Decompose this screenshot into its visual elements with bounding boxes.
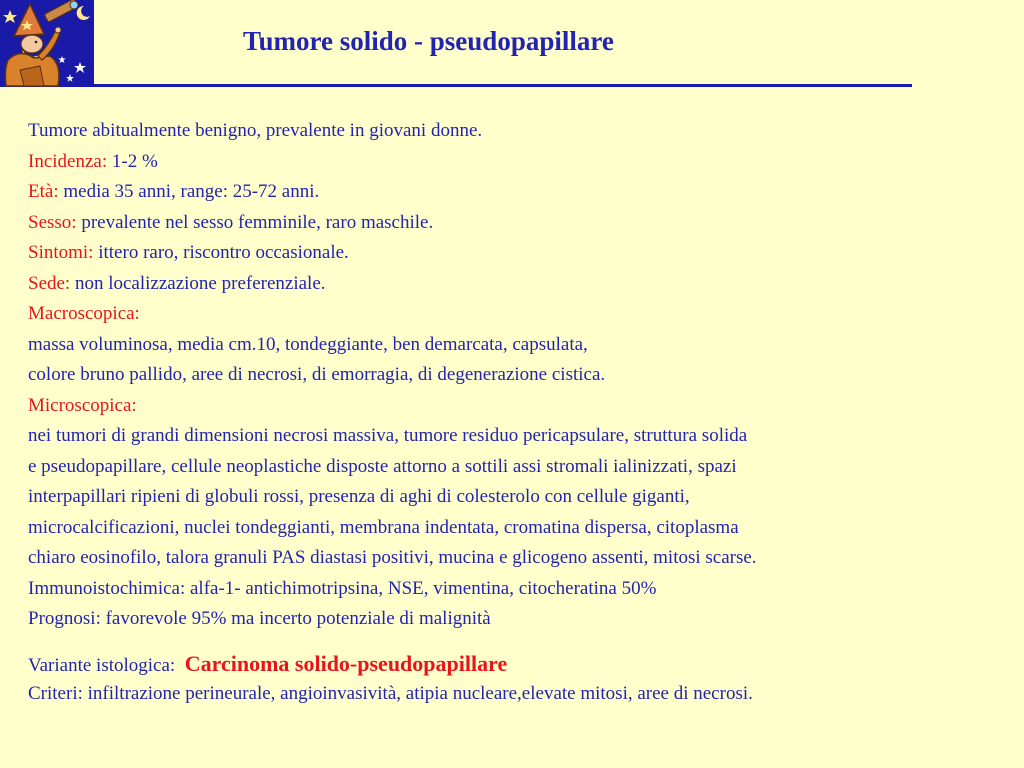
microscopica-label: Microscopica: [28, 394, 137, 416]
eta-label: Età: [28, 181, 59, 202]
incidenza-label: Incidenza: [28, 150, 108, 172]
eta-value: media 35 anni, range: 25-72 anni. [58, 181, 320, 202]
intro-line: Tumore abitualmente benigno, prevalente in giovani donne. [28, 120, 483, 141]
microscopica-text: e pseudopapillare, cellule neoplastiche disposte attorno a sottili assi stromali ialinizzati, spazi [28, 455, 737, 477]
incidenza-line [28, 147, 1018, 178]
sintomi-value: ittero raro, riscontro occasionale. [93, 242, 349, 263]
eta-line [28, 177, 1018, 208]
sede-label: Sede: [28, 272, 71, 294]
title-underline [94, 84, 912, 87]
sesso-line [28, 208, 1018, 239]
criteri-line: Criteri: infiltrazione perineurale, angioinvasività, atipia nucleare,elevate mitosi, aree di necrosi. [28, 683, 753, 704]
prognosi-line: Prognosi: favorevole 95% ma incerto potenziale di malignità [28, 608, 491, 629]
spacer [28, 635, 1018, 649]
wizard-stargazer-icon [0, 0, 94, 87]
variante-value: Carcinoma solido-pseudopapillare [184, 650, 508, 676]
sintomi-label: Sintomi: [28, 242, 94, 263]
microscopica-text: nei tumori di grandi dimensioni necrosi massiva, tumore residuo pericapsulare, struttura solida [28, 425, 748, 446]
sesso-label: Sesso: [28, 211, 77, 233]
sede-value: non localizzazione preferenziale. [70, 272, 326, 294]
slide-content [28, 116, 1018, 710]
microscopica-text: chiaro eosinofilo, talora granuli PAS diastasi positivi, mucina e glicogeno assenti, mitosi scarse. [28, 547, 757, 568]
microscopica-text: microcalcificazioni, nuclei tondeggianti, membrana indentata, cromatina dispersa, citoplasma [28, 516, 739, 538]
sede-line [28, 269, 1018, 300]
sesso-value: prevalente nel sesso femminile, raro maschile. [76, 211, 434, 233]
macroscopica-text: colore bruno pallido, aree di necrosi, di emorragia, di degenerazione cistica. [28, 364, 606, 385]
variante-line [28, 649, 1018, 680]
wizard-illustration [0, 0, 94, 87]
microscopica-text: interpapillari ripieni di globuli rossi, presenza di aghi di colesterolo con cellule giganti, [28, 486, 690, 507]
macroscopica-text: massa voluminosa, media cm.10, tondeggiante, ben demarcata, capsulata, [28, 333, 588, 355]
page-title: Tumore solido - pseudopapillare [243, 26, 614, 56]
immunoistochimica-line: Immunoistochimica: alfa-1- antichimotripsina, NSE, vimentina, citocheratina 50% [28, 577, 657, 599]
sintomi-line [28, 238, 1018, 269]
macroscopica-label: Macroscopica: [28, 303, 140, 324]
variante-label: Variante istologica: [28, 654, 185, 676]
incidenza-value: 1-2 % [107, 150, 158, 172]
